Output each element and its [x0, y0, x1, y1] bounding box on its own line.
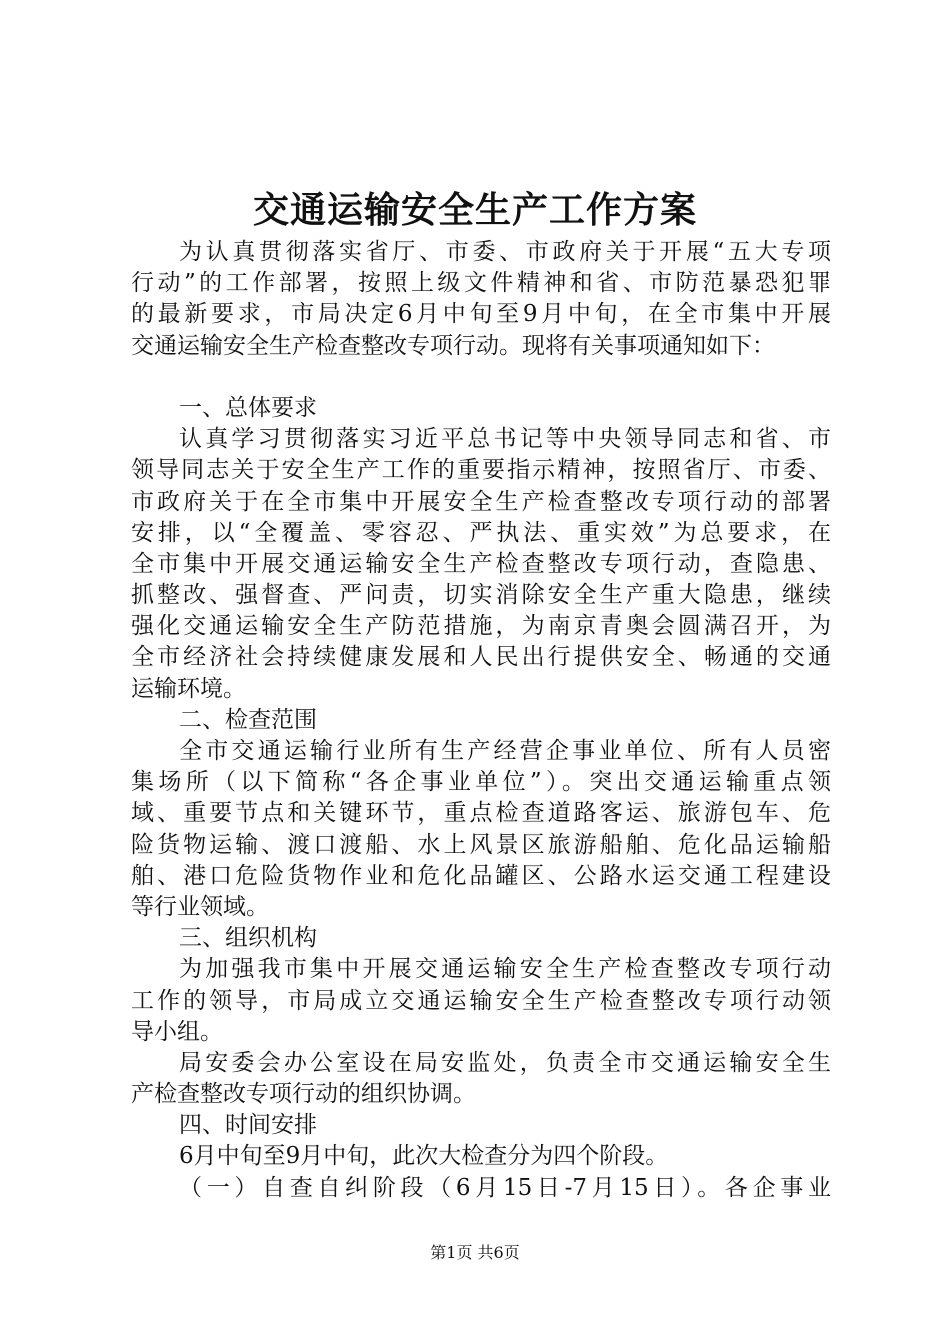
paragraph-line: 领导同志关于安全生产工作的重要指示精神，按照省厅、市委、 — [131, 457, 831, 484]
paragraph-line: 安排，以“全覆盖、零容忍、严执法、重实效”为总要求，在 — [131, 519, 831, 546]
section-heading: 二、检查范围 — [179, 706, 317, 733]
paragraph-line: 运输环境。 — [131, 675, 246, 702]
paragraph-line: 等行业领域。 — [131, 893, 269, 920]
section-heading: 一、总体要求 — [179, 394, 317, 421]
section-heading: 三、组织机构 — [179, 925, 317, 952]
paragraph-line: 域、重要节点和关键环节，重点检查道路客运、旅游包车、危 — [131, 800, 831, 827]
paragraph-line: 6月中旬至9月中旬，此次大检查分为四个阶段。 — [179, 1143, 669, 1170]
paragraph-line: 认真学习贯彻落实习近平总书记等中央领导同志和省、市 — [179, 426, 831, 453]
document-title: 交通运输安全生产工作方案 — [252, 189, 697, 231]
paragraph-line: 交通运输安全生产检查整改专项行动。现将有关事项通知如下： — [131, 332, 775, 359]
paragraph-line: 强化交通运输安全生产防范措施，为南京青奥会圆满召开，为 — [131, 613, 831, 640]
paragraph-line: 全市交通运输行业所有生产经营企事业单位、所有人员密 — [179, 738, 831, 764]
section-heading: 四、时间安排 — [179, 1112, 317, 1139]
paragraph-line: 集场所（以下简称“各企事业单位”）。突出交通运输重点领 — [131, 769, 831, 796]
paragraph-line: 为认真贯彻落实省厅、市委、市政府关于开展“五大专项 — [179, 239, 831, 265]
paragraph-line: 全市集中开展交通运输安全生产检查整改专项行动，查隐患、 — [131, 550, 831, 577]
paragraph-line: 局安委会办公室设在局安监处，负责全市交通运输安全生 — [179, 1049, 831, 1076]
paragraph-line: 全市经济社会持续健康发展和人民出行提供安全、畅通的交通 — [131, 644, 831, 671]
paragraph-line: 工作的领导，市局成立交通运输安全生产检查整改专项行动领 — [131, 987, 831, 1014]
paragraph-line: 抓整改、强督查、严问责，切实消除安全生产重大隐患，继续 — [131, 582, 831, 609]
document-body — [131, 237, 831, 1204]
paragraph-line: 导小组。 — [131, 1018, 223, 1045]
paragraph-line: 行动”的工作部署，按照上级文件精神和省、市防范暴恐犯罪 — [131, 270, 831, 297]
paragraph-line: （一）自查自纠阶段（6月15日-7月15日）。各企事业 — [179, 1174, 831, 1201]
paragraph-line: 的最新要求，市局决定6月中旬至9月中旬，在全市集中开展 — [131, 301, 831, 328]
paragraph-line: 市政府关于在全市集中开展安全生产检查整改专项行动的部署 — [131, 488, 831, 515]
paragraph-line: 险货物运输、渡口渡船、水上风景区旅游船舶、危化品运输船 — [131, 831, 831, 858]
paragraph-line: 舶、港口危险货物作业和危化品罐区、公路水运交通工程建设 — [131, 862, 831, 889]
paragraph-line: 为加强我市集中开展交通运输安全生产检查整改专项行动 — [179, 956, 831, 983]
paragraph-gap — [131, 362, 831, 393]
paragraph-line: 产检查整改专项行动的组织协调。 — [131, 1081, 476, 1108]
page-footer: 第1页 共6页 — [430, 1243, 520, 1262]
